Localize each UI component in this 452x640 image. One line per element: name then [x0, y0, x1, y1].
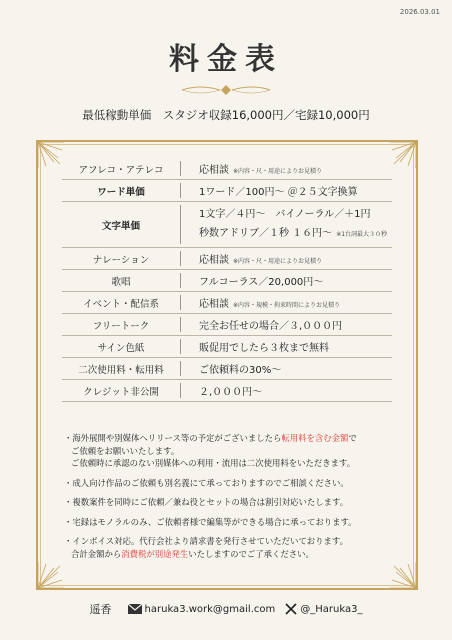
row-label: ナレーション: [92, 254, 150, 266]
row-value: 応相談: [199, 255, 229, 266]
ornament-divider-icon: [180, 84, 272, 96]
row-value: 応相談: [199, 165, 229, 176]
page-title: 料金表: [169, 42, 283, 77]
row-value: 1ワード／100円〜 ＠２５文字換算: [199, 187, 358, 198]
row-value: ２,０００円〜: [199, 387, 263, 398]
row-value: 販促用でしたら３枚まで無料: [199, 343, 329, 354]
note-item: [64, 535, 398, 560]
row-label: 歌唱: [111, 276, 131, 288]
table-row: [62, 314, 392, 336]
row-value: ご依頼料の30%〜: [199, 365, 282, 376]
row-note: ※内容・尺・用途によりお見積り: [233, 258, 323, 265]
row-note: ※内容・規模・拘束時間によりお見積り: [233, 302, 341, 309]
row-label: クレジット非公開: [83, 386, 159, 398]
row-label: サイン色紙: [97, 342, 145, 354]
note-text: ご依頼時に承認のない別媒体への利用・流用は二次使用料をいただきます。: [71, 458, 356, 468]
row-value-cell: [181, 380, 392, 401]
email-address: haruka3.work@gmail.com: [144, 603, 276, 615]
x-handle: @_Haruka3_: [300, 603, 363, 615]
x-logo-icon: [285, 603, 297, 615]
row-value-cell: [181, 202, 392, 247]
author-name: 遥香: [89, 603, 112, 616]
row-value-cell: [181, 358, 392, 379]
note-item: ・宅録はモノラルのみ、ご依頼者様で編集等ができる場合に承っております。: [64, 516, 357, 527]
row-note: ※内容・尺・用途によりお見積り: [233, 168, 323, 175]
note-text: ・海外展開や別媒体へリリース等の予定がございましたら: [64, 433, 282, 443]
price-table: [62, 158, 392, 402]
table-row: [62, 270, 392, 292]
row-label: フリートーク: [92, 320, 150, 332]
row-label: アフレコ・アテレコ: [78, 164, 164, 176]
row-value-cell: [181, 158, 392, 179]
row-label: イベント・配信系: [82, 298, 159, 310]
row-value-2: 秒数アドリブ／１秒 １６円〜: [199, 228, 333, 239]
note-text: で: [348, 433, 357, 443]
row-label: 文字単価: [101, 220, 140, 232]
row-note: ※1台詞最大３０秒: [336, 231, 388, 238]
x-profile-link[interactable]: [285, 603, 362, 615]
table-row: [62, 248, 392, 270]
table-row: [62, 158, 392, 180]
note-highlight: 転用料を含む金額: [281, 433, 349, 443]
note-item: [64, 432, 398, 470]
note-text: ・インボイス対応。代行会社より請求書を発行させていただいております。: [64, 536, 348, 546]
note-text: 合計金額から: [71, 548, 122, 559]
table-row: [62, 380, 392, 402]
table-row: [62, 358, 392, 380]
row-label: 二次使用料・転用料: [78, 364, 164, 376]
corner-sunburst-icon: [388, 140, 418, 170]
table-row: [62, 180, 392, 202]
row-value-cell: [181, 248, 392, 269]
row-value-cell: [181, 292, 392, 313]
row-value: 1文字／４円〜 バイノーラル／＋1円: [199, 209, 371, 220]
row-value: フルコーラス／20,000円〜: [199, 277, 324, 288]
minimum-rate: 最低稼動単価 スタジオ収録16,000円／宅録10,000円: [82, 108, 370, 122]
row-value-cell: [181, 180, 392, 201]
date: 2026.03.01: [399, 8, 440, 16]
mail-icon: [128, 604, 142, 614]
table-row: [62, 202, 392, 248]
row-value-cell: [181, 336, 392, 357]
footer: [0, 600, 452, 618]
row-value-cell: [181, 314, 392, 335]
note-item: ・成人向け作品のご依頼も別名義にて承っておりますのでご相談ください。: [64, 477, 349, 488]
corner-sunburst-icon: [36, 560, 66, 590]
note-text: ご依頼をお願いいたします。: [71, 445, 180, 456]
table-row: [62, 336, 392, 358]
notes: [64, 432, 398, 567]
email-link[interactable]: [128, 604, 276, 615]
note-text: いたしますのでご了承ください。: [188, 548, 314, 559]
row-value: 応相談: [199, 299, 229, 310]
note-highlight: 消費税が別途発生: [121, 548, 189, 559]
table-row: [62, 292, 392, 314]
row-value-cell: [181, 270, 392, 291]
row-value: 完全お任せの場合／３,０００円: [199, 321, 343, 332]
note-item: ・複数案件を同時にご依頼／兼ね役とセットの場合は割引対応いたします。: [64, 497, 349, 507]
row-label: ワード単価: [97, 186, 145, 198]
